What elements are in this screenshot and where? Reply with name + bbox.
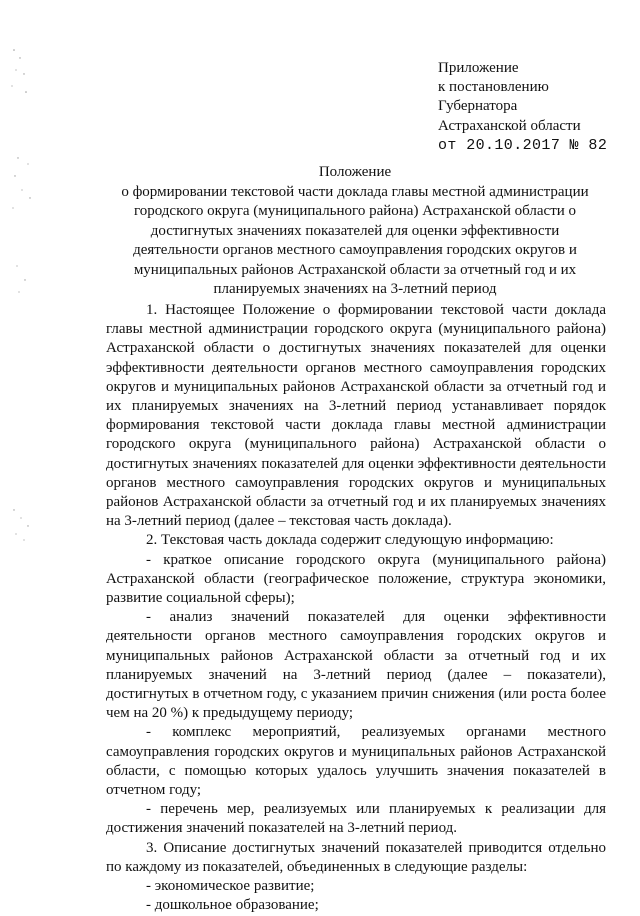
list-item: - дошкольное образование; — [146, 897, 319, 914]
title-heading: Положение — [318, 164, 392, 180]
paragraph-2: 2. Текстовая часть доклада содержит следующую информацию: — [146, 532, 554, 549]
paragraph-3: 3. Описание достигнутых значений показателей приводится отдельно по каждому из показателей, объединенных в следующие разделы: — [106, 839, 606, 875]
list-item: - краткое описание городского округа (муниципального района) Астраханской области (географическое положение, структура экономики, развитие социальной сферы); — [106, 551, 606, 607]
approval-stamp-block — [438, 59, 633, 155]
document-title — [106, 163, 604, 300]
list-item: - анализ значений показателей для оценки эффективности деятельности органов местного самоуправления городских округов и муниципальных районов Астраханской области за отчетный год и их планируемых значений на 3-летний период (далее – показатели), достигнутых в отчетном году, с указанием причин снижения (или роста более чем на 20 %) к предыдущему периоду; — [106, 609, 606, 722]
approval-line: Астраханской области — [438, 117, 581, 134]
list-item: - экономическое развитие; — [146, 878, 315, 895]
list-item: - комплекс мероприятий, реализуемых органами местного самоуправления городских округов и муниципальных районов Астраханской области, с помощью которых удалось улучшить значения показателей в отчетном году; — [106, 724, 606, 799]
title-text: о формировании текстовой части доклада главы местной администрации городского округа (муниципального района) Астраханской области о достигнутых значениях показателей для оценки эффективности деятельности органов местного самоуправления городских округов и муниципальных районов Астраханской области за отчетный год и их планируемых значениях на 3-летний период — [121, 183, 589, 297]
approval-date-line: от 20.10.2017 № 82 — [438, 136, 608, 154]
approval-line: к постановлению — [438, 79, 549, 96]
list-item: - перечень мер, реализуемых или планируемых к реализации для достижения значений показателей на 3-летний период. — [106, 801, 606, 837]
scan-edge-noise — [6, 40, 36, 600]
paragraph-1: 1. Настоящее Положение о формировании текстовой части доклада главы местной администрации городского округа (муниципального района) Астраханской области о достигнутых значениях показателей для оценки эффективности деятельности органов местного самоуправления городских округов и муниципальных районов Астраханской области за отчетный год и их планируемых значениях на 3-летний период устанавливает порядок формирования текстовой части доклада главы местной администрации городского округа (муниципального района) Астраханской области о достигнутых значениях показателей для оценки эффективности деятельности органов местного самоуправления городских округов и муниципальных районов Астраханской области за отчетный год и их планируемых значениях на 3-летний период (далее – текстовая часть доклада). — [106, 302, 606, 530]
approval-line: Губернатора — [438, 98, 518, 115]
approval-line: Приложение — [438, 60, 519, 76]
document-body — [106, 301, 606, 916]
